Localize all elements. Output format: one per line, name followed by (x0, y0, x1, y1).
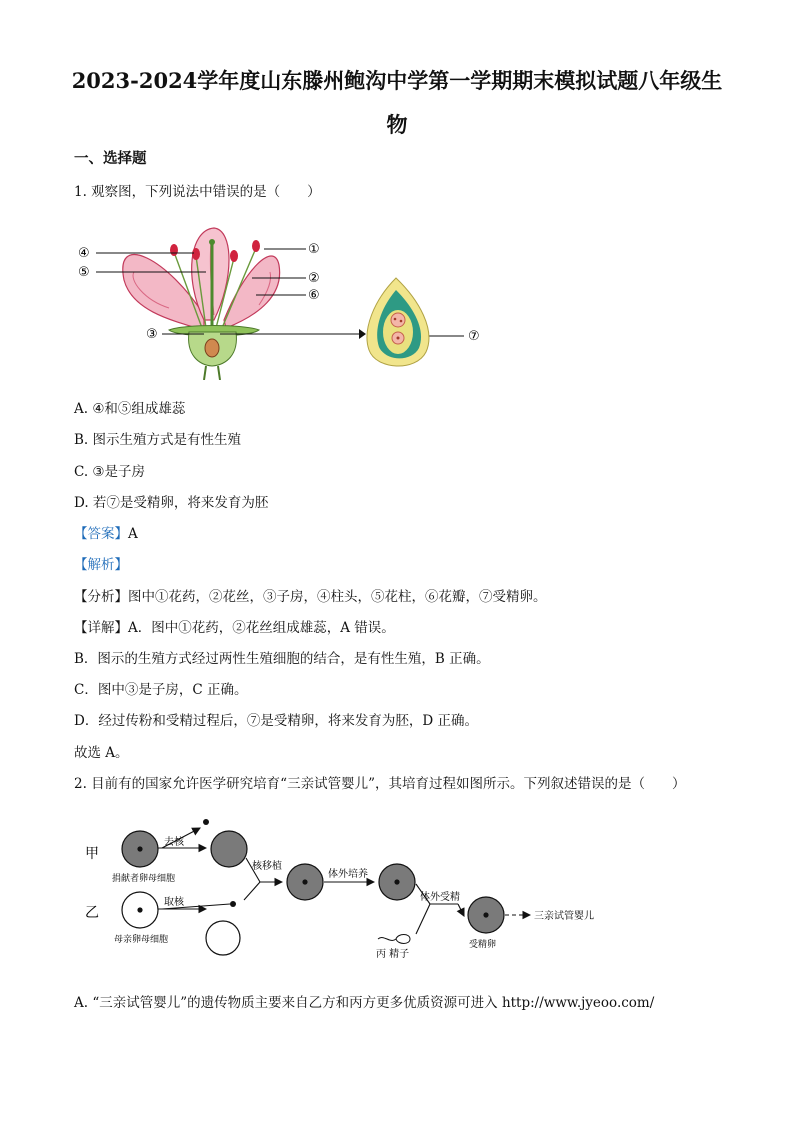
q2-option-a-text: A. “三亲试管婴儿”的遗传物质主要来自乙方和丙方更多优质资源可进入 (74, 995, 498, 1011)
mother-egg-cell (122, 892, 158, 928)
label-three-parent-baby: 三亲试管婴儿 (534, 911, 594, 922)
flower-structure-figure (74, 220, 494, 380)
reconstructed-egg-cell (287, 864, 323, 900)
label-yi: 乙 (85, 905, 99, 921)
flower-label-4: ④ (78, 246, 90, 261)
flower-label-6: ⑥ (308, 288, 320, 303)
cultured-egg-cell (379, 864, 415, 900)
document-title-line-1: 2023-2024学年度山东滕州鲍沟中学第一学期期末模拟试题八年级生 (71, 68, 723, 93)
ovule-label-7: ⑦ (468, 329, 480, 344)
extracted-nucleus-dot (230, 901, 236, 907)
label-in-vitro-fertilization: 体外受精 (420, 892, 460, 903)
resource-url[interactable]: http://www.jyeoo.com/ (501, 995, 655, 1011)
ovule-diagram (367, 278, 429, 366)
q1-option-b: B. 图示生殖方式是有性生殖 (74, 432, 242, 448)
donor-egg-cell (122, 831, 158, 867)
q1-answer (74, 525, 138, 543)
flower-label-5: ⑤ (78, 265, 90, 280)
flower-label-3: ③ (146, 327, 158, 342)
flower-label-2: ② (308, 271, 320, 286)
label-bing-sperm: 丙 精子 (376, 949, 410, 960)
label-take-nucleus: 取核 (164, 897, 184, 908)
answer-tag: 【答案】 (74, 526, 128, 542)
q1-conclusion: 故选 A。 (74, 745, 129, 761)
q1-detail-b: B．图示的生殖方式经过两性生殖细胞的结合，是有性生殖，B 正确。 (74, 651, 490, 667)
q1-option-c: C. ③是子房 (74, 464, 146, 480)
q1-detail-c: C．图中③是子房，C 正确。 (74, 682, 248, 698)
document-title-line-2: 物 (386, 112, 408, 137)
q1-option-d: D. 若⑦是受精卵，将来发育为胚 (74, 495, 269, 511)
label-mother-egg: 母亲卵母细胞 (114, 935, 169, 945)
answer-value: A (128, 526, 138, 542)
three-parent-ivf-figure (80, 812, 620, 972)
q1-option-a: A. ④和⑤组成雄蕊 (74, 401, 186, 417)
label-in-vitro-culture: 体外培养 (328, 869, 368, 880)
label-jia: 甲 (85, 846, 99, 862)
analysis-tag: 【解析】 (74, 557, 128, 573)
label-remove-nucleus: 去核 (164, 837, 184, 848)
q2-option-a (74, 994, 654, 1012)
removed-nucleus-dot (203, 819, 209, 825)
label-fertilized-egg: 受精卵 (469, 940, 497, 950)
q1-detail-d: D．经过传粉和受精过程后，⑦是受精卵，将来发育为胚，D 正确。 (74, 713, 478, 729)
mother-egg-remainder (206, 921, 240, 955)
flower-label-1: ① (308, 242, 320, 257)
question-1-stem: 1. 观察图，下列说法中错误的是（ ） (74, 184, 321, 200)
section-heading: 一、选择题 (74, 150, 147, 167)
label-nuclear-transfer: 核移植 (252, 861, 282, 872)
enucleated-egg-cell (211, 831, 247, 867)
q1-analysis: 【分析】图中①花药，②花丝，③子房，④柱头，⑤花柱，⑥花瓣，⑦受精卵。 (74, 589, 547, 605)
question-2-stem: 2. 目前有的国家允许医学研究培育“三亲试管婴儿”，其培育过程如图所示。下列叙述错误的是（ ） (74, 776, 686, 792)
sperm-icon (396, 935, 410, 944)
q1-detail-a: 【详解】A．图中①花药，②花丝组成雄蕊，A 错误。 (74, 620, 395, 636)
fertilized-egg-cell (468, 897, 504, 933)
label-donor-egg: 捐献者卵母细胞 (112, 874, 176, 884)
